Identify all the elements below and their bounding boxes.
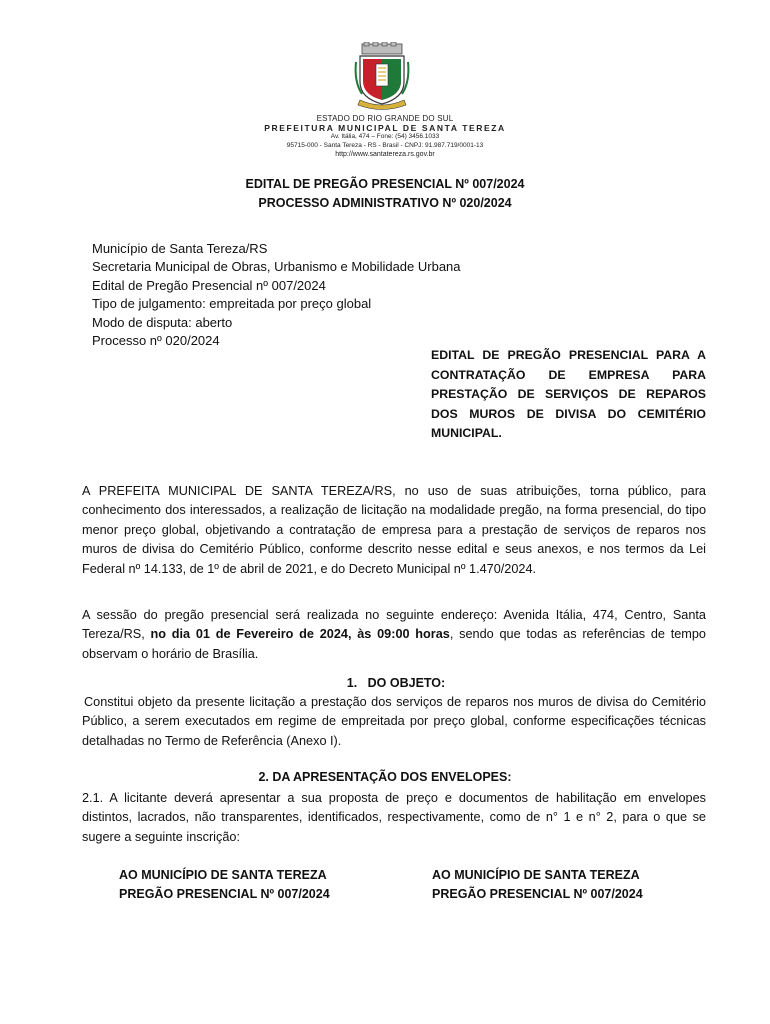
session-text-end: , sendo que todas as referências de tempo observam o horário de Brasília.: [82, 627, 706, 661]
session-text: A sessão do pregão presencial será realizada no seguinte endereço: Avenida Itália, 474, Centro, Santa Tereza/RS,: [82, 608, 706, 642]
envelope-line: PREGÃO PRESENCIAL Nº 007/2024: [119, 887, 330, 901]
header-website: http://www.santatereza.rs.gov.br: [335, 151, 435, 158]
section-2-title: 2. DA APRESENTAÇÃO DOS ENVELOPES:: [258, 770, 512, 784]
document-info-block: [92, 240, 461, 350]
info-line: Modo de disputa: aberto: [92, 314, 233, 330]
header-prefeitura: PREFEITURA MUNICIPAL DE SANTA TEREZA: [264, 123, 506, 133]
session-date: no dia 01 de Fevereiro de 2024, às 09:00 horas: [150, 627, 450, 642]
envelope-2-inscription: [432, 866, 643, 904]
envelope-1-inscription: [119, 866, 330, 904]
envelope-line: AO MUNICÍPIO DE SANTA TEREZA: [432, 868, 640, 882]
section-1-text: Constitui objeto da presente licitação a prestação dos serviços de reparos nos muros de divisa do Cemitério Público, a serem executados em regime de empreitada por preço global, conforme especificações técnicas detalhadas no Termo de Referência (Anexo I).: [82, 695, 706, 748]
section-2-text: 2.1. A licitante deverá apresentar a sua proposta de preço e documentos de habilitação em envelopes distintos, lacrados, não transparentes, identificados, respectivamente, como de n° 1 e n° 2, para o que se sugere a seguinte inscrição:: [82, 791, 706, 844]
document-process-number: PROCESSO ADMINISTRATIVO Nº 020/2024: [258, 196, 512, 210]
envelope-line: AO MUNICÍPIO DE SANTA TEREZA: [119, 868, 327, 882]
info-line: Secretaria Municipal de Obras, Urbanismo e Mobilidade Urbana: [92, 259, 461, 275]
section-1-title: 1. DO OBJETO:: [346, 676, 446, 690]
preamble-paragraph: A PREFEITA MUNICIPAL DE SANTA TEREZA/RS, no uso de suas atribuições, torna público, para conhecimento dos interessados, a realização de licitação na modalidade pregão, na forma presencial, do tipo menor preço global, objetivando a contratação de empresa para a prestação de serviços de reparos nos muros de divisa do Cemitério Público, conforme descrito nesse edital e seus anexos, e nos termos da Lei Federal nº 14.133, de 1º de abril de 2021, e do Decreto Municipal nº 1.470/2024.: [82, 484, 706, 576]
header-cep-cnpj: 95715-000 - Santa Tereza - RS - Brasil - CNPJ: 91.987.719/0001-13: [286, 142, 484, 149]
envelope-line: PREGÃO PRESENCIAL Nº 007/2024: [432, 887, 643, 901]
municipal-coat-of-arms-icon: [354, 42, 410, 110]
document-title: EDITAL DE PREGÃO PRESENCIAL Nº 007/2024: [245, 177, 525, 191]
info-line: Processo nº 020/2024: [92, 333, 220, 349]
info-line: Tipo de julgamento: empreitada por preço global: [92, 296, 372, 312]
header-state: ESTADO DO RIO GRANDE DO SUL: [316, 114, 454, 123]
document-ementa: EDITAL DE PREGÃO PRESENCIAL PARA A CONTRATAÇÃO DE EMPRESA PARA PRESTAÇÃO DE SERVIÇOS DE REPAROS DOS MUROS DE DIVISA DO CEMITÉRIO MUNICIPAL.: [431, 348, 706, 441]
info-line: Edital de Pregão Presencial nº 007/2024: [92, 277, 326, 293]
header-address: Av. Itália, 474 – Fone: (54) 3456.1033: [330, 133, 440, 140]
session-paragraph: [82, 606, 706, 664]
info-line: Município de Santa Tereza/RS: [92, 241, 268, 256]
